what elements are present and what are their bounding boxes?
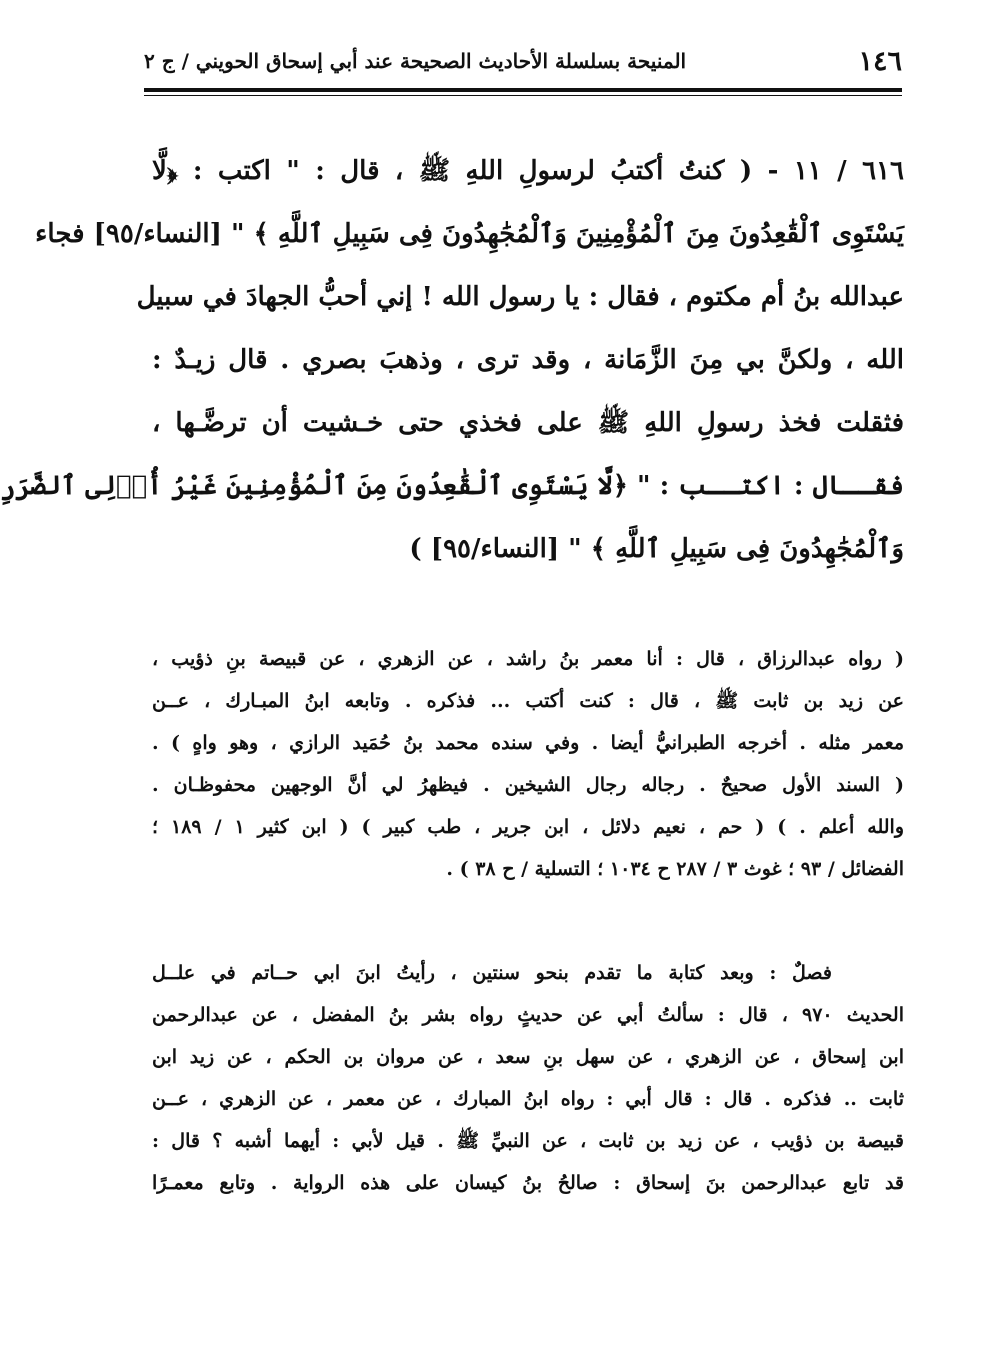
hadith-text (0, 140, 904, 620)
note-line: الفضائل / ٩٣ ؛ غوث ٣ / ٢٨٧ ح ١٠٣٤ ؛ التسلية / ح ٣٨ ) . (446, 858, 904, 880)
header-rule-thick (144, 88, 902, 92)
hadith-line: فثقلت فخذ رسولِ اللهِ ﷺ على فخذي حتى خـشيت أن ترضَّـها ، (152, 408, 904, 438)
header-rule-thin (144, 95, 902, 96)
fasl-line: ثابت .. فذكره . قال : قال أبي : رواه ابنُ المبارك ، عن معمر ، عن الزهري ، عــن (152, 1088, 904, 1110)
page-header (144, 34, 902, 88)
note-line: ( رواه عبدالرزاق ، قال : أنا معمر بنُ راشد ، عن الزهري ، عن قبيصة بنِ ذؤيب ، (152, 648, 904, 670)
note-line: والله أعلم . ) ( حم ، نعيم دلائل ، ابن جرير ، طب كبير ) ( ابن كثير ١ / ١٨٩ ؛ (152, 816, 905, 838)
note-line: ( السند الأول صحيحٌ . رجاله رجال الشيخين . فيظهرُ لي أنَّ الوجهين محفوظـان . (152, 774, 904, 796)
page-number: ١٤٦ (858, 45, 902, 77)
fasl-line: قد تابع عبدالرحمن بنَ إسحاق : صالحُ بنُ كيسان على هذه الرواية . وتابع معمـرًا (152, 1172, 904, 1194)
note-line: معمر مثله . أخرجه الطبرانيُّ أيضا . وفي سنده محمد بنُ حُمَيد الرازي ، وهو واهٍ ) . (152, 732, 904, 754)
running-title: المنيحة بسلسلة الأحاديث الصحيحة عند أبي إسحاق الحويني / ج ٢ (144, 49, 687, 73)
hadith-line: يَسْتَوِى ٱلْقَٰعِدُونَ مِنَ ٱلْمُؤْمِنِينَ وَٱلْمُجَٰهِدُونَ فِى سَبِيلِ ٱللَّهِ ﴾ " [النساء/٩٥] فجاء (35, 219, 904, 249)
note-line: عن زيد بن ثابت ﷺ ، قال : كنت أكتب ... فذكره . وتابعه ابنُ المبـارك ، عــن (152, 690, 904, 712)
fasl-line: قبيصة بن ذؤيب ، عن زيد بن ثابت ، عن النبيِّ ﷺ . قيل لأبي : أيهما أشبه ؟ قال : (152, 1130, 904, 1152)
hadith-line: الله ، ولكنَّ بي مِنَ الزَّمَانة ، وقد ترى ، وذهبَ بصري . قال زيـدٌ : (152, 345, 904, 375)
fasl-line: ابن إسحاق ، عن الزهري ، عن سهل بنِ سعد ، عن مروان بن الحكم ، عن زيد ابن (152, 1046, 904, 1068)
hadith-line: فقــال : اكتــب : " ﴿لَّا يَسْتَوِى ٱلْقَٰعِدُونَ مِنَ ٱلْمُؤْمِنِينَ غَيْرُ أُو۟لِى ٱلضَّرَرِ (0, 471, 904, 501)
hadith-line: عبدالله بنُ أم مكتوم ، فقال : يا رسول الله ! إني أحبُّ الجهادَ في سبيل (136, 282, 904, 312)
fasl-line: فصلٌ : وبعد كتابة ما تقدم بنحو سنتين ، رأيتُ ابنَ ابي حــاتم في علــل (152, 962, 832, 984)
hadith-line: وَٱلْمُجَٰهِدُونَ فِى سَبِيلِ ٱللَّهِ ﴾ " [النساء/٩٥] ) (409, 534, 904, 564)
fasl-line: الحديث ٩٧٠ ، قال : سألتُ أبي عن حديثٍ رواه بشر بنُ المفضل ، عن عبدالرحمن (152, 1004, 904, 1026)
hadith-line: ٦١٦ / ١١ - ( كنتُ أكتبُ لرسولِ اللهِ ﷺ ، قال : " اكتب : ﴿لَّا (152, 156, 904, 186)
takhrij-notes (152, 638, 904, 890)
fasl-section (152, 952, 904, 1204)
